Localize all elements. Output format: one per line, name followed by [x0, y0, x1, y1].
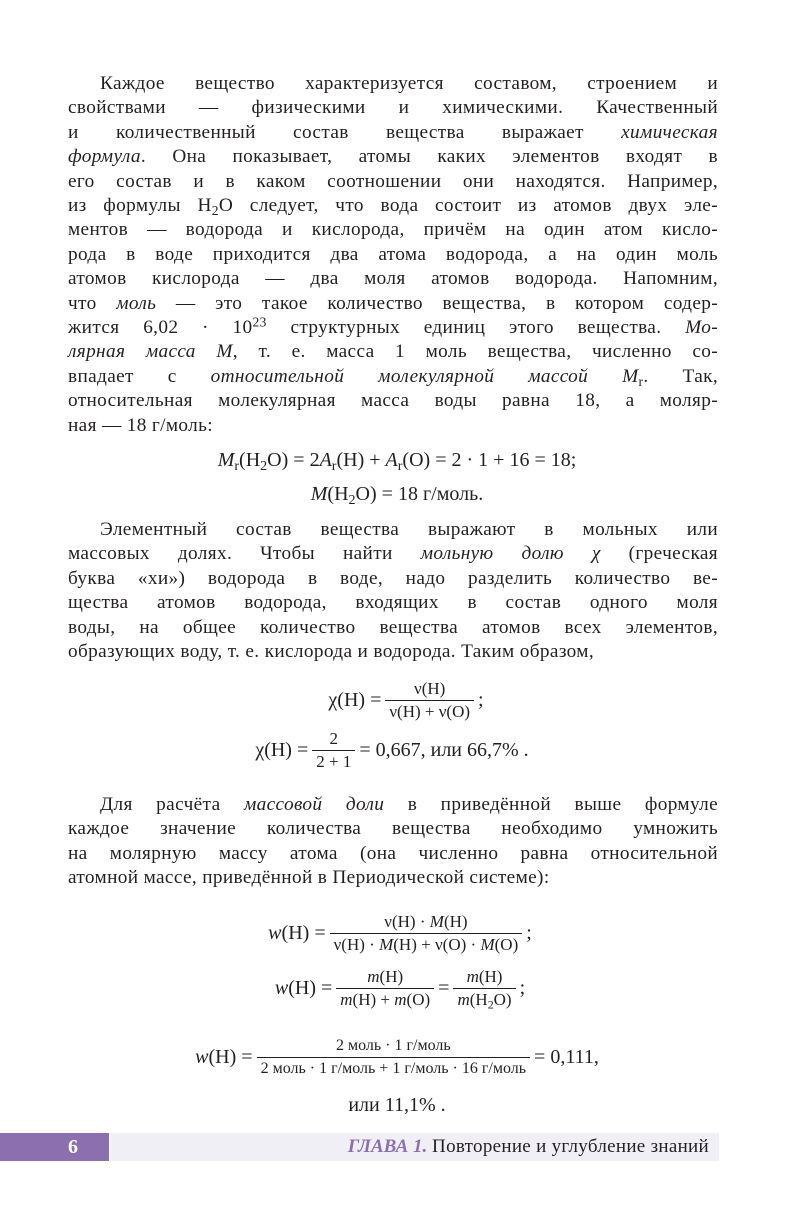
italic-term: массовой доли — [243, 794, 385, 815]
text-line: массовых долях. Чтобы найти мольную долю χ (греческая — [68, 543, 718, 565]
formula-chi-definition — [0, 677, 794, 723]
formula-tail: ; — [519, 976, 526, 999]
text-line: буква «хи») водорода в воде, надо разделить количество ве- — [68, 567, 718, 589]
fraction — [385, 679, 474, 722]
formula-w-value — [0, 1034, 794, 1080]
formula-m-text: $M(H_2O) = 18$ г/моль. — [310, 482, 484, 508]
text-line: относительная молекулярная масса воды равна 18, а моляр- — [68, 390, 718, 412]
formula-w-lhs: w(H) = — [195, 1045, 253, 1068]
text-line: Для расчёта массовой доли в приведённой выше формуле — [100, 794, 718, 815]
fraction-denominator: ν(H) · M(H) + ν(O) · M(O) — [330, 933, 523, 955]
text-line: свойствами — физическими и химическими. Качественный — [68, 97, 718, 119]
formula-result: = 0,111, — [534, 1045, 599, 1068]
fraction-denominator: m(H) + m(O) — [336, 988, 434, 1010]
italic-term: мольную долю χ — [420, 543, 601, 565]
text-line: Элементный состав вещества выражают в мольных или — [100, 519, 718, 540]
paragraph-mole-fraction — [68, 518, 718, 664]
text-line: образующих воду, т. е. кислорода и водорода. Таким образом, — [68, 641, 595, 663]
fraction-numerator: 2 — [329, 728, 339, 748]
fraction-denominator: ν(H) + ν(O) — [385, 700, 474, 722]
running-footer — [110, 1133, 719, 1161]
text-line: атомов кислорода — два моля атомов водорода. Напомним, — [68, 268, 718, 290]
formula-chi-value — [0, 727, 794, 773]
text-line: ментов — водорода и кислорода, причём на один атом кисло- — [68, 219, 718, 241]
text-line: воды, на общее количество вещества атомов всех элементов, — [68, 616, 718, 638]
formula-molar-mass — [0, 479, 794, 509]
superscript: 23 — [252, 314, 267, 330]
formula-w-lhs: w(H) = — [268, 921, 326, 944]
text-line: впадает с относительной молекулярной массой $M_r$. Так, — [68, 365, 718, 389]
italic-term: лярная масса M — [68, 341, 233, 363]
page-number-tab — [0, 1133, 109, 1161]
subscript: 2 — [211, 202, 219, 218]
italic-term: химическая — [621, 121, 718, 143]
fraction — [257, 1036, 530, 1079]
formula-w-definition — [0, 910, 794, 956]
text-line: Каждое вещество характеризуется составом, строением и — [100, 73, 718, 94]
text-line: каждое значение количества вещества необходимо умножить — [68, 818, 718, 840]
text-line: что моль — это такое количество вещества, в котором содер- — [68, 292, 719, 314]
fraction — [336, 967, 434, 1010]
fraction-numerator: ν(H) · M(H) — [384, 911, 468, 931]
italic-term: Мо- — [685, 317, 718, 339]
fraction-denominator: 2 + 1 — [312, 750, 355, 772]
fraction-numerator: ν(H) — [414, 678, 446, 698]
text-line: из формулы $H_2O$ следует, что вода состоит из атомов двух эле- — [68, 195, 718, 218]
text-line: щества атомов водорода, входящих в состав одного моля — [68, 592, 718, 614]
text-line: лярная масса M, т. е. масса 1 моль вещества, численно со- — [68, 341, 719, 363]
italic-term: относительной молекулярной массой M — [210, 365, 639, 387]
chapter-label: ГЛАВА 1. — [347, 1136, 428, 1157]
text-line: рода в воде приходится два атома водорода, а на один моль — [68, 243, 718, 265]
formula-w-percent — [0, 1090, 794, 1120]
italic-term: моль — [116, 292, 157, 314]
fraction — [453, 967, 515, 1010]
text-line: формула. Она показывает, атомы каких элементов входят в — [68, 146, 718, 168]
text-line: жится $6,02 \cdot 10^{23}$ структурных единиц этого вещества. Мо- — [68, 314, 718, 339]
equals-sign: = — [438, 976, 450, 999]
fraction-denominator: $m(H_2O)$ — [453, 988, 515, 1010]
formula-tail: ; — [526, 921, 532, 944]
formula-relative-molar-mass — [0, 445, 794, 475]
subscript: r — [638, 373, 644, 389]
text-line: атомной массе, приведённой в Периодической системе): — [68, 867, 550, 889]
formula-tail: ; — [478, 688, 484, 711]
text-line: и количественный состав вещества выражает химическая — [68, 121, 718, 143]
text-line: его состав и в каком соотношении они находятся. Например, — [68, 170, 718, 192]
chapter-title: Повторение и углубление знаний — [432, 1136, 709, 1157]
fraction-numerator: m(H) — [466, 966, 503, 986]
fraction — [330, 912, 523, 955]
formula-w-masses — [0, 965, 794, 1011]
text-line: на молярную массу атома (она численно равна относительной — [68, 842, 718, 864]
fraction — [312, 729, 355, 772]
fraction-denominator: 2 моль · 1 г/моль + 1 г/моль · 16 г/моль — [257, 1057, 530, 1079]
page-number: 6 — [68, 1136, 78, 1158]
formula-chi-lhs: χ(H) = — [255, 738, 309, 761]
formula-mr-text: $M_r(H_2O) = 2A_r(H) + A_r(O) = 2 \cdot 1 + 16 = 18$; — [217, 448, 577, 474]
paragraph-mass-fraction — [68, 793, 718, 891]
formula-chi-lhs: χ(H) = — [328, 688, 382, 711]
paragraph-chemical-formula — [68, 72, 718, 438]
formula-w-lhs: w(H) = — [274, 976, 333, 999]
fraction-numerator: 2 моль · 1 г/моль — [335, 1036, 451, 1054]
italic-term: формула — [68, 146, 141, 168]
formula-result: = 0,667, или 66,7% . — [359, 738, 529, 761]
fraction-numerator: m(H) — [367, 966, 404, 986]
formula-result-percent: или 11,1% . — [348, 1093, 446, 1116]
text-line: ная — 18 г/моль: — [68, 414, 213, 436]
